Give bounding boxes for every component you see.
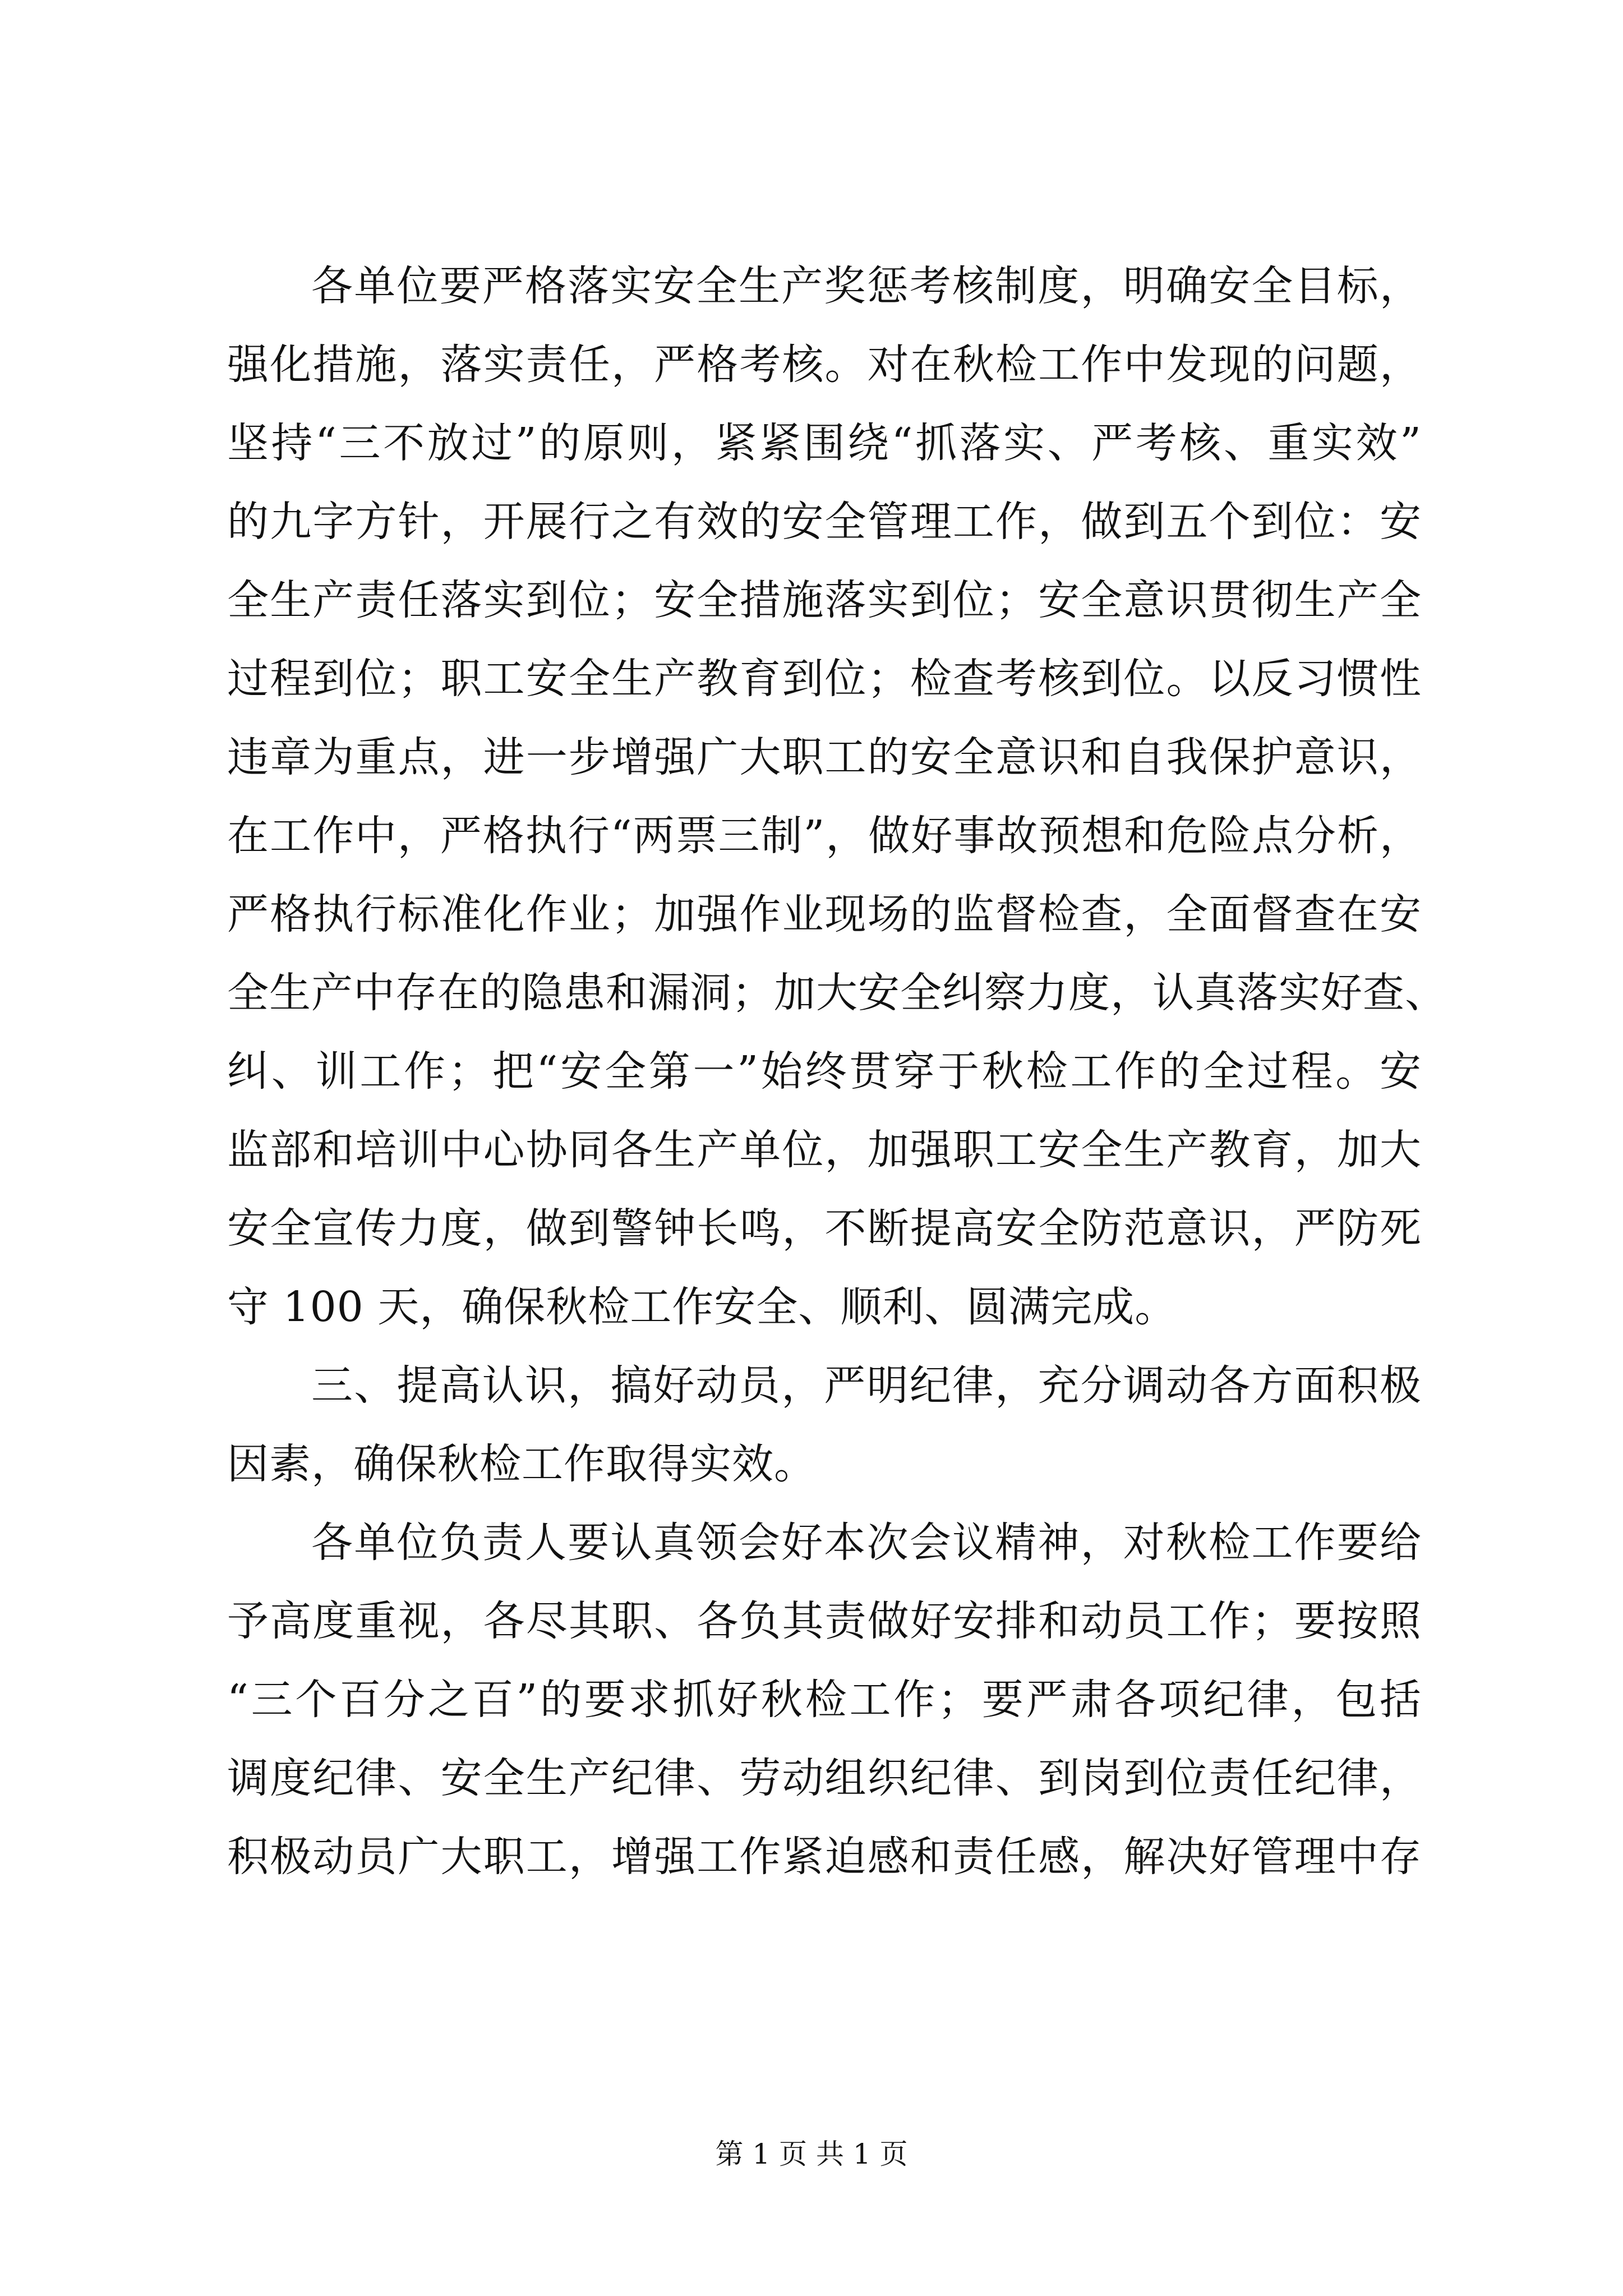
text-line: 全生产中存在的隐患和漏洞；加大安全纠察力度，认真落实好查、 bbox=[227, 969, 1447, 1017]
text-line: 坚持“三不放过”的原则，紧紧围绕“抓落实、严考核、重实效” bbox=[227, 419, 1422, 467]
text-line: 的九字方针，开展行之有效的安全管理工作，做到五个到位：安 bbox=[227, 498, 1422, 546]
text-line: 调度纪律、安全生产纪律、劳动组织纪律、到岗到位责任纪律， bbox=[227, 1754, 1422, 1802]
text-line: 予高度重视，各尽其职、各负其责做好安排和动员工作；要按照 bbox=[227, 1597, 1422, 1645]
text-line: 积极动员广大职工，增强工作紧迫感和责任感，解决好管理中存 bbox=[227, 1833, 1422, 1881]
text-line: 过程到位；职工安全生产教育到位；检查考核到位。以反习惯性 bbox=[227, 655, 1422, 703]
paragraph-safety-assessment bbox=[227, 247, 1447, 1346]
text-line: 安全宣传力度，做到警钟长鸣，不断提高安全防范意识，严防死 bbox=[227, 1204, 1422, 1253]
text-line: 严格执行标准化作业；加强作业现场的监督检查，全面督查在安 bbox=[227, 890, 1422, 938]
page-footer: 第 1 页 共 1 页 bbox=[715, 2138, 908, 2170]
paragraph-discipline bbox=[227, 1503, 1422, 1896]
text-line: 强化措施，落实责任，严格考核。对在秋检工作中发现的问题， bbox=[227, 341, 1422, 389]
text-line: 监部和培训中心协同各生产单位，加强职工安全生产教育，加大 bbox=[227, 1126, 1422, 1174]
text-line: 守 100 天，确保秋检工作安全、顺利、圆满完成。 bbox=[227, 1283, 1177, 1331]
text-line: 三、提高认识，搞好动员，严明纪律，充分调动各方面积极 bbox=[311, 1361, 1422, 1410]
text-line: 各单位负责人要认真领会好本次会议精神，对秋检工作要给 bbox=[311, 1519, 1422, 1567]
text-line: 违章为重点，进一步增强广大职工的安全意识和自我保护意识， bbox=[227, 733, 1422, 781]
text-line: 在工作中，严格执行“两票三制”，做好事故预想和危险点分析， bbox=[227, 812, 1422, 860]
text-line: “三个百分之百”的要求抓好秋检工作；要严肃各项纪律，包括 bbox=[227, 1676, 1422, 1724]
document-body bbox=[227, 247, 1447, 1896]
text-line: 各单位要严格落实安全生产奖惩考核制度，明确安全目标， bbox=[311, 262, 1422, 310]
text-line: 因素，确保秋检工作取得实效。 bbox=[227, 1440, 816, 1488]
text-line: 全生产责任落实到位；安全措施落实到位；安全意识贯彻生产全 bbox=[227, 576, 1422, 624]
text-line: 纠、训工作；把“安全第一”始终贯穿于秋检工作的全过程。安 bbox=[227, 1047, 1422, 1096]
section-heading-three bbox=[227, 1346, 1422, 1503]
